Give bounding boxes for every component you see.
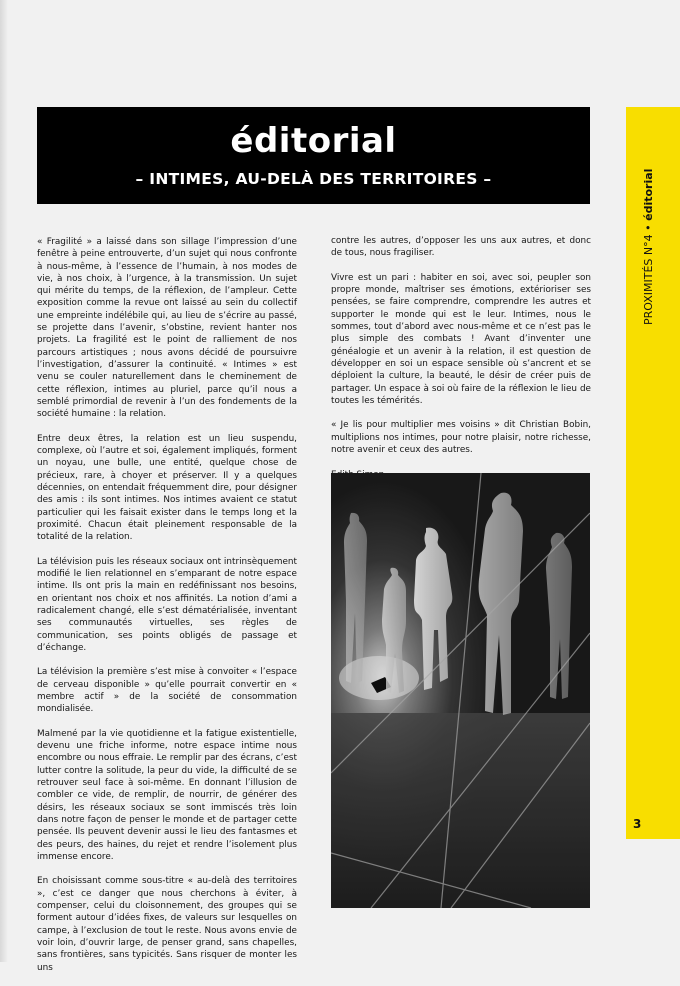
article-paragraph: Entre deux êtres, la relation est un lieu suspendu, complexe, où l’autre et soi, également impliqués, forment un noyau, une bulle, une entité, quelque chose de précieux, rare, à choyer et préserver. Il y a quelques décennies, on entendait fréquemment dire, pour désigner des amis : ils sont intimes. Nos intimes avaient ce statut particulier qui les faisait exister dans le temps long et la proximité. Chacun était pleinement responsable de la totalité de la relation. [37, 433, 297, 543]
article-paragraph: « Fragilité » a laissé dans son sillage l’impression d’une fenêtre à peine entrouverte, d’un sujet qui nous confronte à nous-même, à l’essence de l’humain, à nos modes de vie, à nos choix, à l’urgence, à la transmission. Un sujet qui mérite du temps, de la réflexion, de l’ampleur. Cette exposition comme la revue ont laissé au sein du collectif une empreinte indélébile qui, au lieu de s’écrire au passé, se projette dans l’avenir, s’obstine, revient hanter nos projets. La fragilité est le point de ralliement de nos parcours artistiques ; nous avons décidé de poursuivre l’investigation, d’assurer la continuité. « Intimes » est venu se couler naturellement dans le cheminement de cette réflexion, intimes au pluriel, parce qu’il nous a semblé primordial de revenir à l’un des fondements de la société humaine : la relation. [37, 237, 297, 420]
article-paragraph: Vivre est un pari : habiter en soi, avec soi, peupler son propre monde, maîtriser ses émotions, extérioriser ses pensées, se faire comprendre, comprendre les autres et supporter le monde qui est le leur. Intimes, nous le sommes, tout d’abord avec nous-même et ce n’est pas le plus simple des combats ! Avant d’inventer une généalogie et un avenir à la relation, il est question de développer en soi un espace sensible où s’ancrent et se déploient la culture, la beauté, le désir de créer puis de partager. Un espace à soi où faire de la réflexion le lieu de toutes les témérités. [331, 272, 591, 406]
article-paragraph: « Je lis pour multiplier mes voisins » dit Christian Bobin, multiplions nos intimes, pour notre plaisir, notre richesse, notre avenir et ceux des autres. [331, 420, 591, 456]
article-paragraph: La télévision la première s’est mise à convoiter « l’espace de cerveau disponible » qu’elle pourrait convertir en « membre actif » de la société de consommation mondialisée. [37, 667, 297, 715]
page-title: éditorial [230, 121, 397, 161]
article-paragraph: contre les autres, d’opposer les uns aux autres, et donc de tous, nous fragiliser. [331, 236, 591, 259]
page-number: 3 [633, 817, 642, 831]
page-gutter-shadow [0, 0, 8, 962]
exhibition-photo-illustration [331, 473, 590, 908]
running-header-section: éditorial [642, 168, 655, 221]
article-column-left [37, 236, 297, 986]
article-paragraph: En choisissant comme sous-titre « au-delà des territoires », c’est ce danger que nous cherchons à éviter, à compenser, celui du cloisonnement, des groupes qui se forment autour d’idées fixes, de valeurs sur lesquelles on campe, à l’exclusion de tout le reste. Nous avons envie de voir loin, d’ouvrir large, de penser grand, sans chapelles, sans frontières, sans typicités. Sans risquer de monter les uns [37, 876, 297, 973]
article-column-right [331, 235, 591, 493]
exhibition-photo [331, 473, 590, 908]
running-header [641, 105, 657, 325]
article-paragraph: La télévision puis les réseaux sociaux ont intrinsèquement modifié le lien relationnel en s’emparant de notre espace intime. Ils ont pris la main en redéfinissant nos besoins, en orientant nos choix et nos affinités. La notion d’ami a radicalement changé, elle s’est dématérialisée, inventant ses communautés virtuelles, ses règles de communication, ses points obligés de passage et d’échange. [37, 556, 297, 653]
page-subtitle: – INTIMES, AU-DELÀ DES TERRITOIRES – [135, 170, 492, 188]
running-header-magazine: PROXIMITÉS N°4 • [642, 220, 655, 325]
article-paragraph: Malmené par la vie quotidienne et la fatigue existentielle, devenu une friche informe, notre espace intime nous encombre ou nous effraie. Le remplir par des écrans, c’est lutter contre la solitude, la peur du vide, la difficulté de se retrouver seul face à soi-même. En donnant l’illusion de combler ce vide, de remplir, de nourrir, de générer des désirs, les réseaux sociaux se sont immiscés très loin dans notre façon de penser le monde et de partager cette pensée. Ils peuvent devenir aussi le lieu des fantasmes et des peurs, des haines, du rejet et rendre l’isolement plus immense encore. [37, 728, 297, 862]
editorial-header [37, 107, 590, 204]
